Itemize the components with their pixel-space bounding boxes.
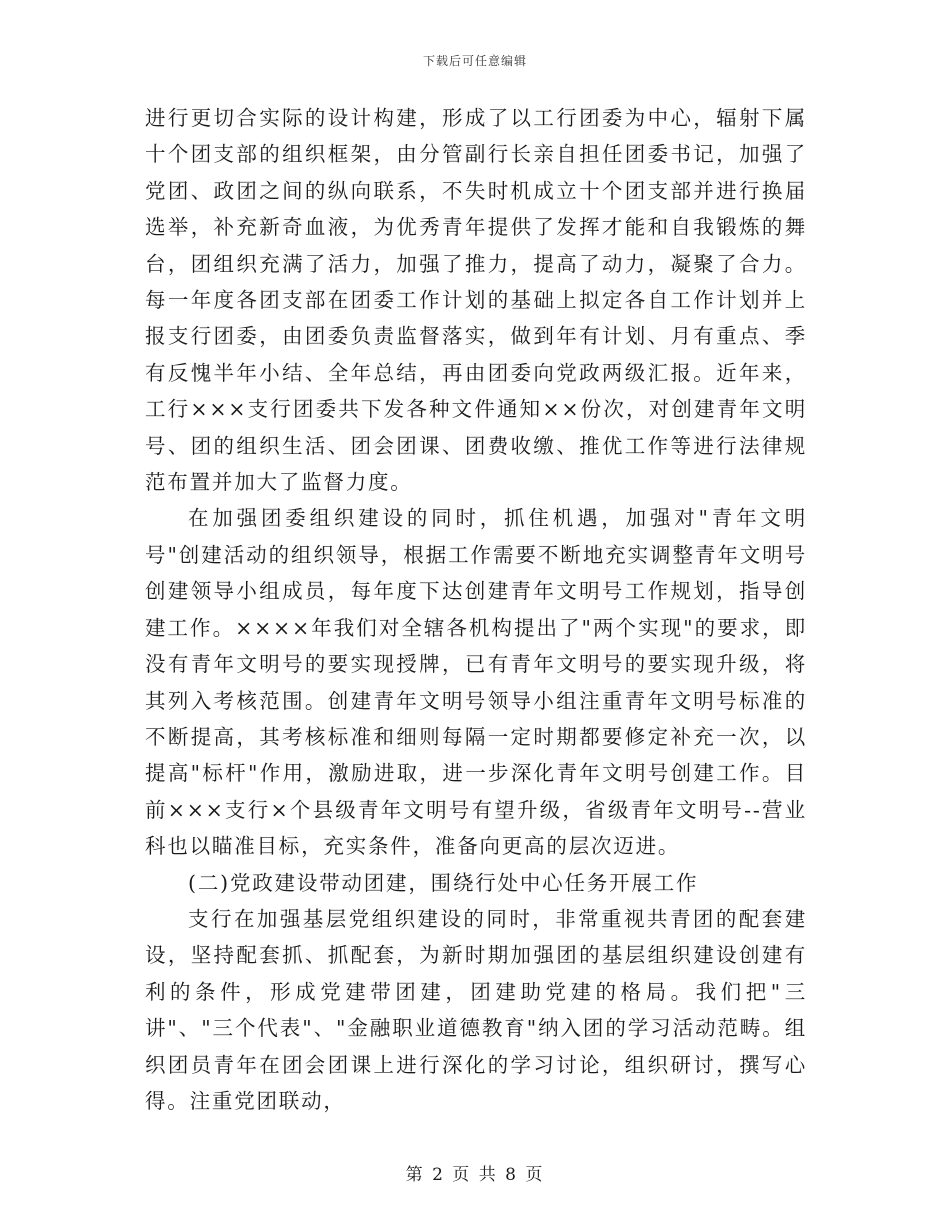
page-header: 下载后可任意编辑 xyxy=(422,54,527,68)
paragraph-3: 支行在加强基层党组织建设的同时，非常重视共青团的配套建设，坚持配套抓、抓配套，为新时期加强团的基层组织建设创建有利的条件，形成党建带团建，团建助党建的格局。我们把"三讲"、"三个代表"、"金融职业道德教育"纳入团的学习活动范畴。组织团员青年在团会团课上进行深化的学习讨论，组织研讨，撰写心得。注重党团联动， xyxy=(145,906,807,1113)
section-heading: (二)党政建设带动团建，围绕行处中心任务开展工作 xyxy=(188,870,699,895)
page-footer: 第 2 页 共 8 页 xyxy=(405,1165,545,1185)
paragraph-1: 进行更切合实际的设计构建，形成了以工行团委为中心，辐射下属十个团支部的组织框架，由分管副行长亲自担任团委书记，加强了党团、政团之间的纵向联系，不失时机成立十个团支部并进行换届选举，补充新奇血液，为优秀青年提供了发挥才能和自我锻炼的舞台，团组织充满了活力，加强了推力，提高了动力，凝聚了合力。每一年度各团支部在团委工作计划的基础上拟定各自工作计划并上报支行团委，由团委负责监督落实，做到年有计划、月有重点、季有反愧半年小结、全年总结，再由团委向党政两级汇报。近年来，工行×××支行团委共下发各种文件通知××份次，对创建青年文明号、团的组织生活、团会团课、团费收缴、推优工作等进行法律规范布置并加大了监督力度。 xyxy=(145,106,807,495)
paragraph-2: 在加强团委组织建设的同时，抓住机遇，加强对"青年文明号"创建活动的组织领导，根据工作需要不断地充实调整青年文明号创建领导小组成员，每年度下达创建青年文明号工作规划，指导创建工作。××××年我们对全辖各机构提出了"两个实现"的要求，即没有青年文明号的要实现授牌，已有青年文明号的要实现升级，将其列入考核范围。创建青年文明号领导小组注重青年文明号标准的不断提高，其考核标准和细则每隔一定时期都要修定补充一次，以提高"标杆"作用，激励进取，进一步深化青年文明号创建工作。目前×××支行×个县级青年文明号有望升级，省级青年文明号--营业科也以瞄准目标，充实条件，准备向更高的层次迈进。 xyxy=(145,506,807,859)
document-body xyxy=(145,100,807,1119)
